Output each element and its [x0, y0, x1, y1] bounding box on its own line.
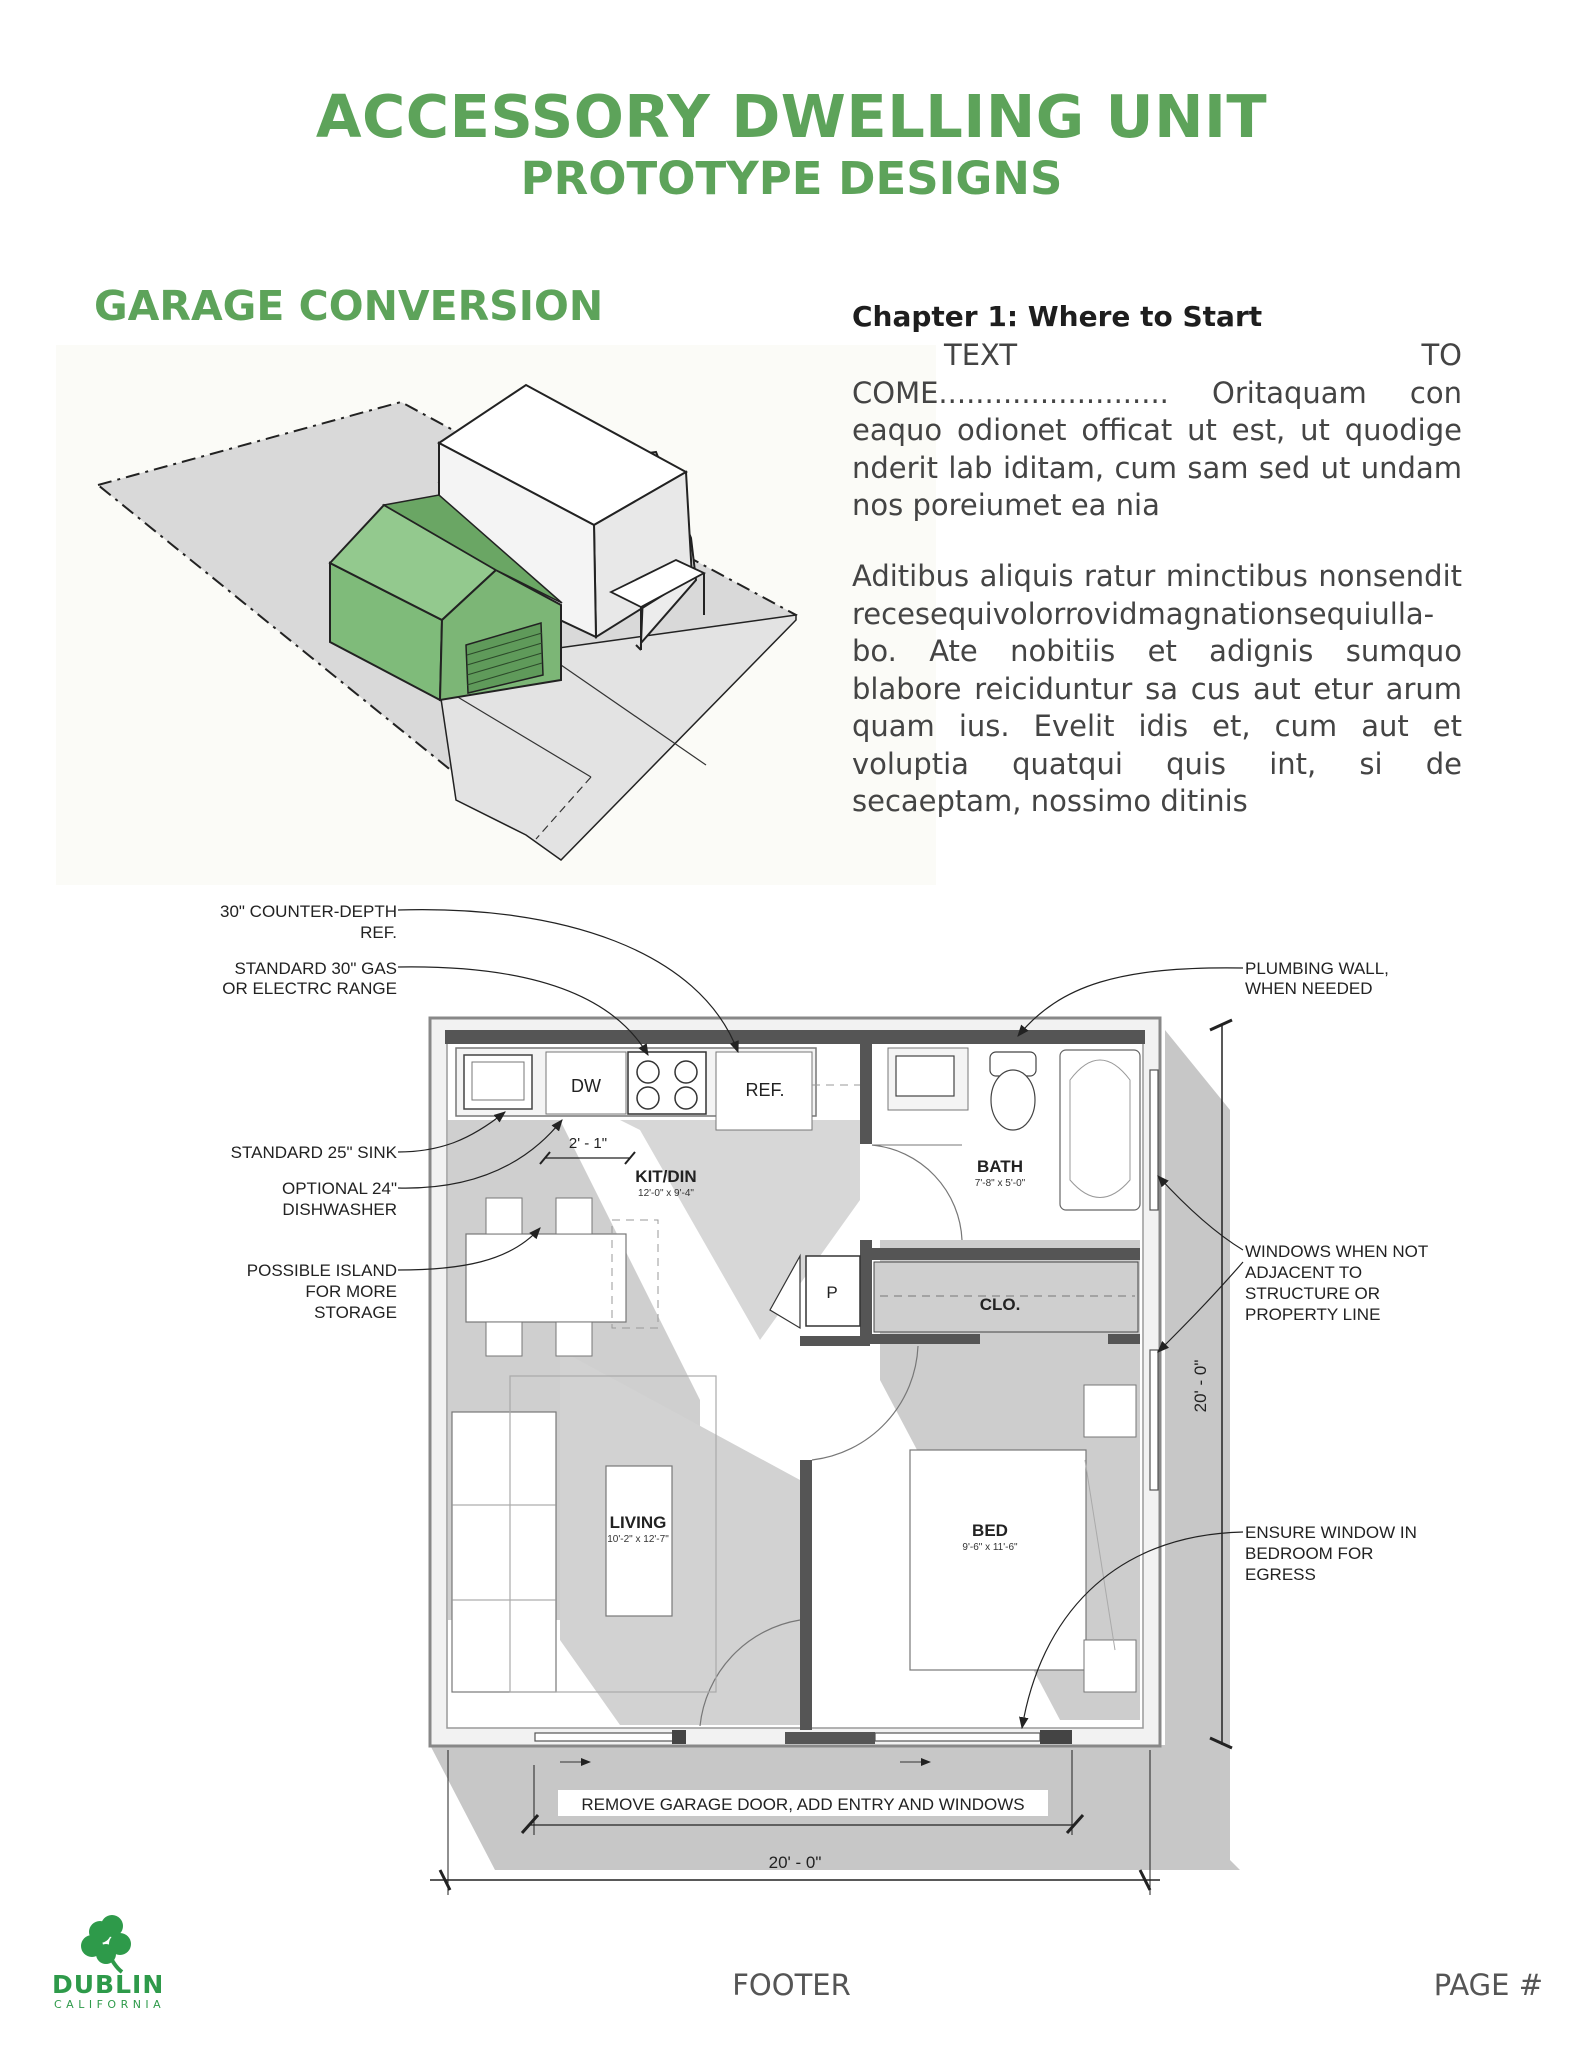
footer-text: FOOTER — [732, 1968, 851, 2002]
width-dimension: 20' - 0" — [768, 1853, 822, 1872]
bed-size: 9'-6" x 11'-6" — [962, 1542, 1018, 1553]
nightstand-2 — [1084, 1640, 1136, 1692]
logo-wordmark: DUBLIN — [52, 1970, 165, 1999]
callout-counter-ref-2: REF. — [360, 923, 397, 942]
callout-sink: STANDARD 25" SINK — [230, 1143, 397, 1162]
sofa — [452, 1412, 556, 1692]
callout-windows-3: STRUCTURE OR — [1245, 1284, 1381, 1303]
bath-wall — [860, 1044, 872, 1144]
kitdin-label: KIT/DIN — [635, 1167, 697, 1186]
callout-counter-ref-1: 30" COUNTER-DEPTH — [220, 902, 397, 921]
callout-island-1: POSSIBLE ISLAND — [246, 1261, 397, 1280]
kitchen-sink — [464, 1055, 532, 1109]
callout-plumbing-1: PLUMBING WALL, — [1245, 959, 1389, 978]
callout-island-2: FOR MORE — [305, 1282, 397, 1301]
callout-windows-2: ADJACENT TO — [1245, 1263, 1363, 1282]
front-wall-left — [785, 1732, 875, 1744]
kitdin-size: 12'-0" x 9'-4" — [638, 1188, 694, 1199]
bath-label: BATH — [977, 1157, 1023, 1176]
closet-label: CLO. — [979, 1295, 1021, 1314]
dw-label: DW — [571, 1076, 601, 1096]
toilet-bowl — [991, 1070, 1035, 1130]
bed-window — [875, 1733, 1040, 1741]
text-to-come: TEXT TO COME......................... — [852, 338, 1462, 410]
callout-island-3: STORAGE — [314, 1303, 397, 1322]
callout-windows-1: WINDOWS WHEN NOT — [1245, 1242, 1429, 1261]
callout-egress-1: ENSURE WINDOW IN — [1245, 1523, 1417, 1542]
bathtub — [1060, 1050, 1140, 1210]
living-window — [535, 1733, 685, 1741]
section-title: GARAGE CONVERSION — [94, 282, 604, 330]
logo-state: CALIFORNIA — [54, 1998, 166, 2011]
callout-dishwasher-2: DISHWASHER — [282, 1200, 397, 1219]
callout-egress-3: EGRESS — [1245, 1565, 1316, 1584]
callout-range-1: STANDARD 30" GAS — [234, 959, 397, 978]
callout-windows-4: PROPERTY LINE — [1245, 1305, 1381, 1324]
callout-range-2: OR ELECTRC RANGE — [222, 979, 397, 998]
bath-window — [1150, 1070, 1158, 1210]
chapter-paragraph-1 — [852, 337, 1462, 525]
bed — [910, 1450, 1086, 1670]
floor-plan — [0, 880, 1583, 1920]
nightstand-1 — [1084, 1385, 1136, 1437]
bath-size: 7'-8" x 5'-0" — [974, 1178, 1026, 1189]
ref-label: REF. — [745, 1080, 785, 1100]
counter-dimension: 2' - 1" — [568, 1135, 608, 1152]
living-label: LIVING — [609, 1513, 667, 1532]
document-subtitle: PROTOTYPE DESIGNS — [520, 152, 1063, 205]
callout-egress-2: BEDROOM FOR — [1245, 1544, 1374, 1563]
callout-dishwasher-1: OPTIONAL 24" — [282, 1179, 397, 1198]
pantry-label: P — [826, 1283, 838, 1302]
plumbing-wall — [445, 1030, 1145, 1044]
paragraph-1-text: Oritaquam con eaquo odionet officat ut est, ut quodige nderit lab iditam, cum sam sed ut undam nos poreiumet ea nia — [852, 375, 1462, 522]
page-number: PAGE # — [1433, 1968, 1543, 2002]
chapter-paragraph-2: Aditibus aliquis ratur minctibus nonsendit recesequivolorrovidmagnationsequiulla-bo. Ate nobitiis et adignis sumquo blabore reiciduntur sa cus aut etur arum quam ius. Evelit idis et, cum aut et voluptia quatqui quis int, si de secaeptam, nossimo ditinis — [852, 559, 1462, 818]
callout-plumbing-2: WHEN NEEDED — [1245, 979, 1373, 998]
chapter-heading: Chapter 1: Where to Start — [852, 300, 1263, 333]
dining-table — [466, 1234, 626, 1322]
living-size: 10'-2" x 12'-7" — [607, 1534, 669, 1545]
garage-door-callout: REMOVE GARAGE DOOR, ADD ENTRY AND WINDOWS — [581, 1795, 1025, 1814]
bed-label: BED — [972, 1521, 1008, 1540]
garage-conversion-illustration — [56, 345, 936, 885]
document-title: ACCESSORY DWELLING UNIT — [315, 82, 1268, 151]
depth-dimension: 20' - 0" — [1191, 1359, 1210, 1413]
bed-side-window — [1150, 1350, 1158, 1490]
